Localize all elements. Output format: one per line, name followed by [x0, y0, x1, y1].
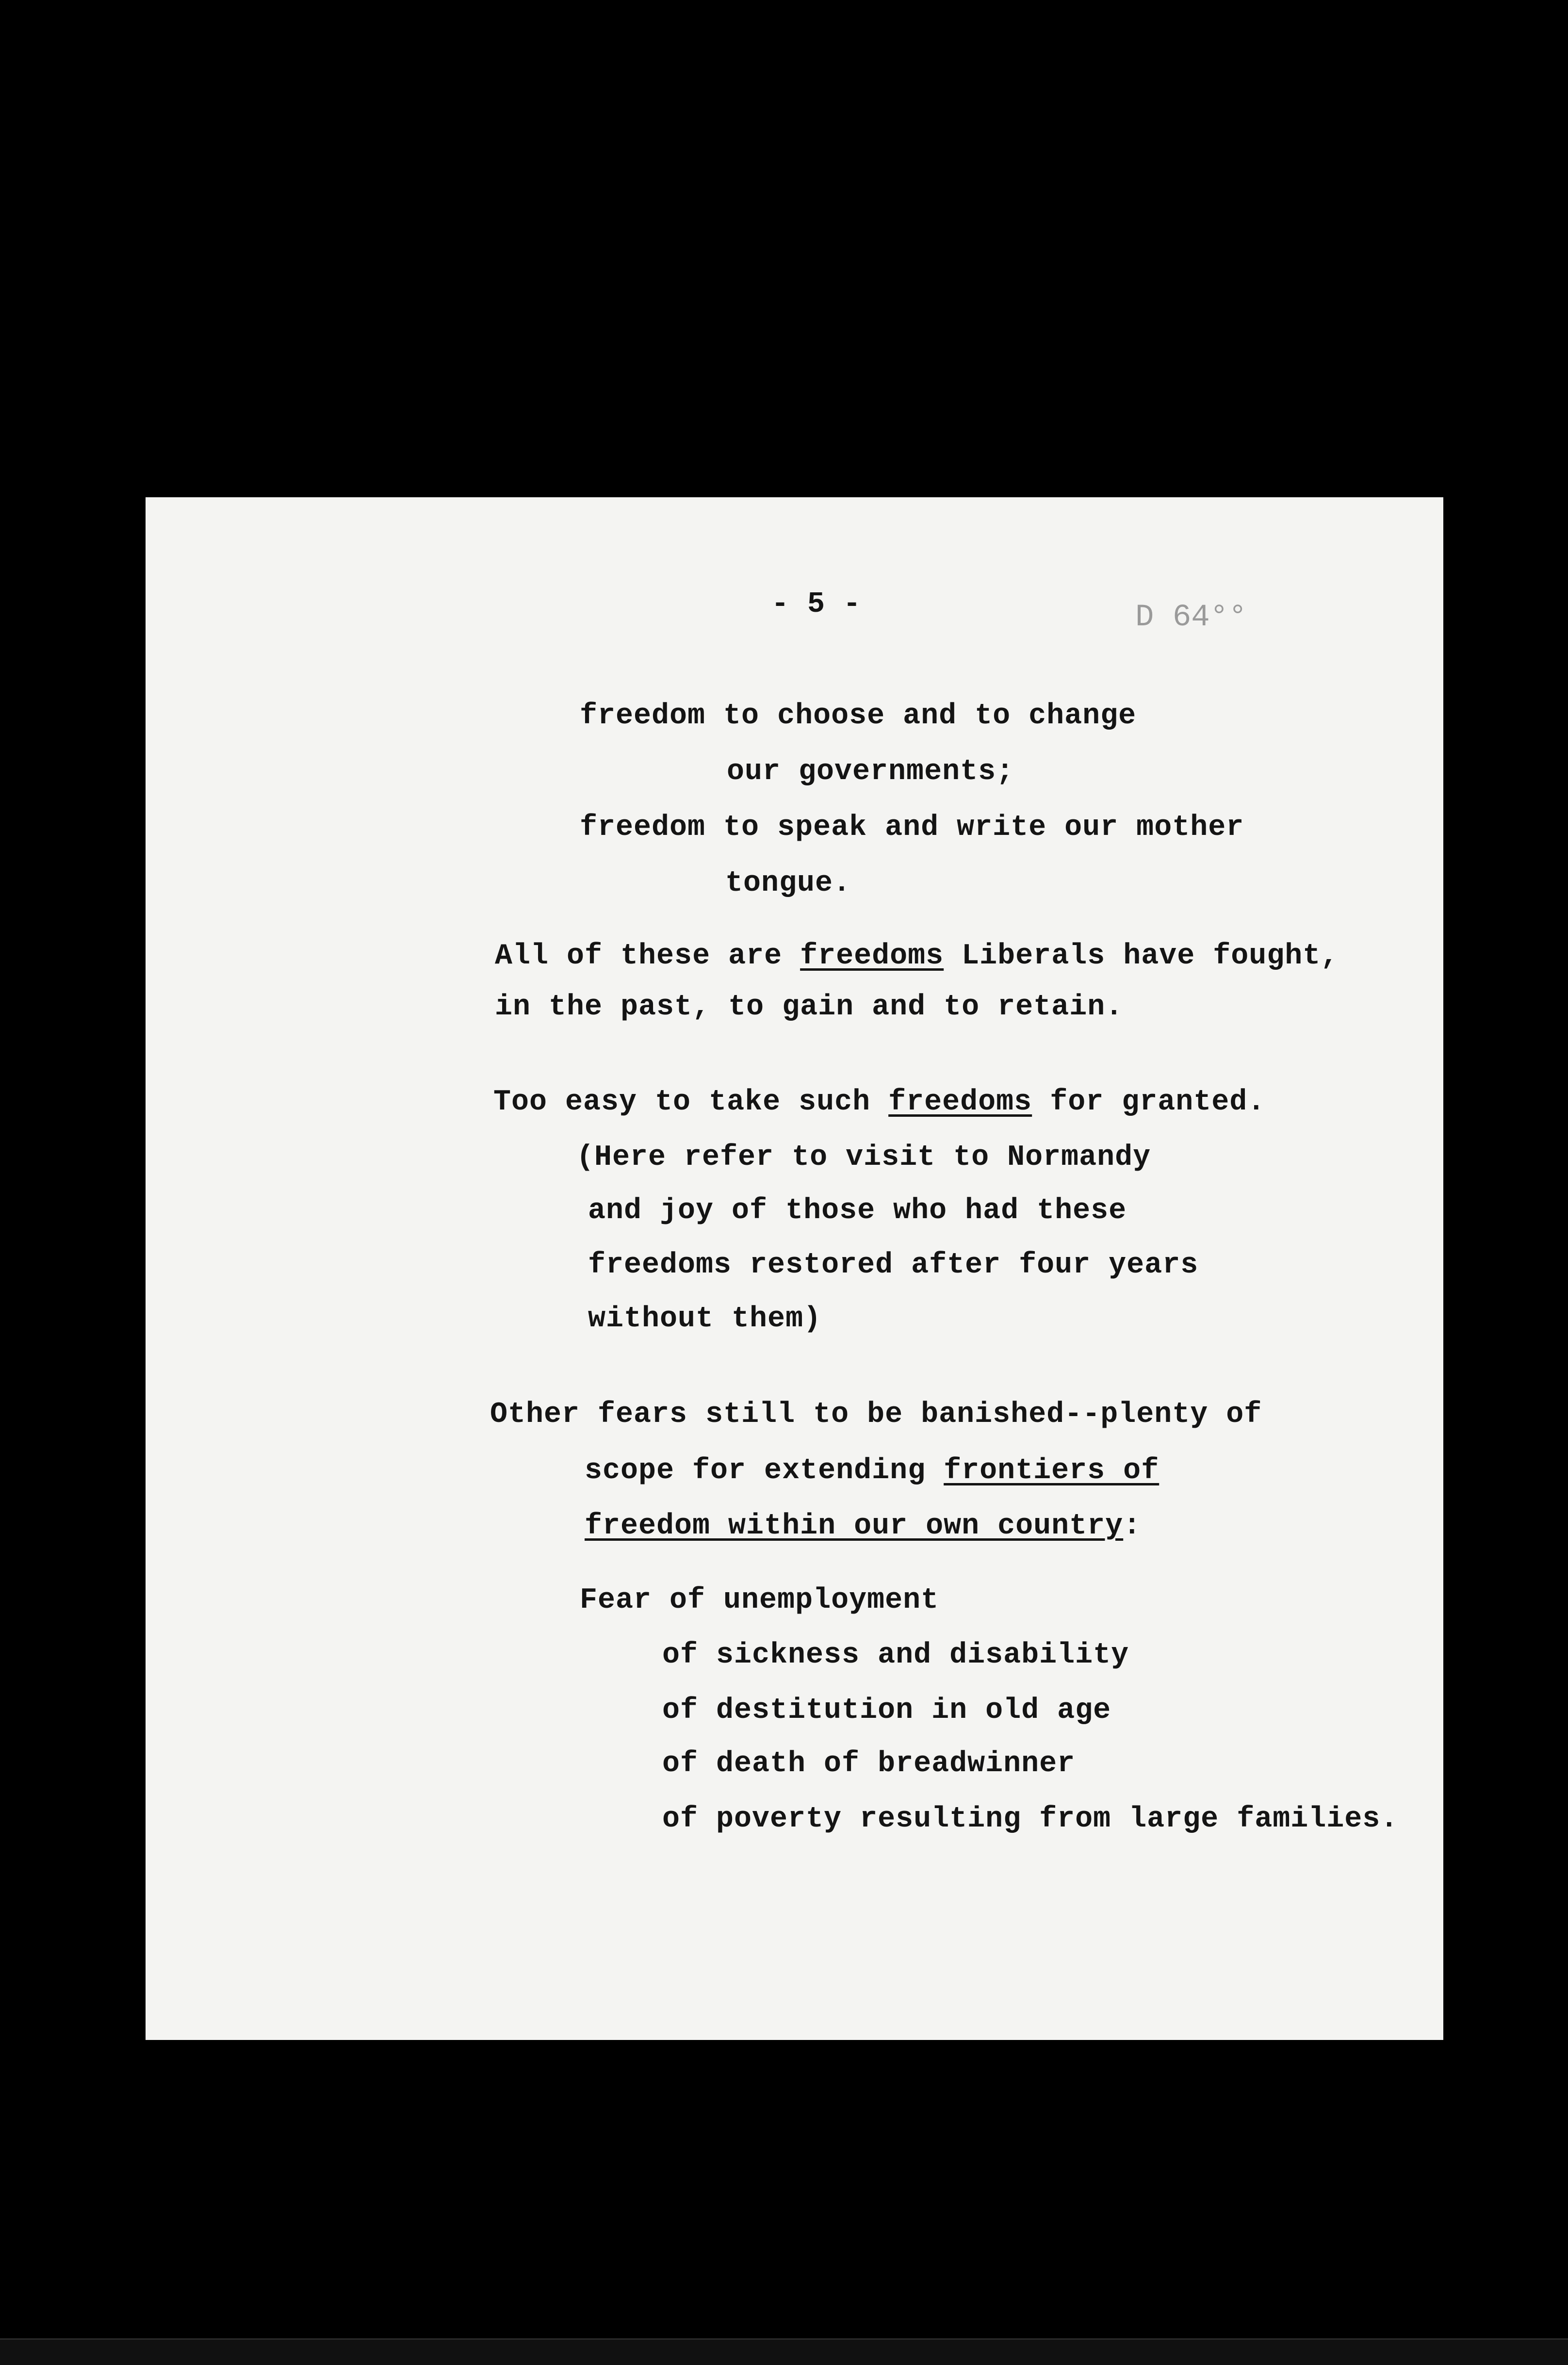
text-line: in the past, to gain and to retain.	[495, 991, 1124, 1024]
text-segment: Liberals have fought,	[944, 940, 1339, 973]
text-line: tongue.	[725, 867, 851, 900]
text-segment: All of these are	[495, 940, 800, 973]
text-line: of sickness and disability	[662, 1639, 1129, 1672]
text-line: freedom to speak and write our mother	[580, 811, 1244, 844]
text-line: of death of breadwinner	[662, 1747, 1076, 1780]
text-segment: scope for extending	[585, 1454, 944, 1487]
text-line: without them)	[588, 1303, 822, 1336]
text-line: freedoms restored after four years	[588, 1249, 1199, 1282]
text-segment: Too easy to take such	[493, 1086, 889, 1119]
text-line: Fear of unemployment	[580, 1584, 939, 1617]
text-line: of destitution in old age	[662, 1694, 1111, 1727]
text-line: our governments;	[727, 755, 1014, 788]
underlined-text: freedom within our own country	[585, 1510, 1124, 1543]
text-line: and joy of those who had these	[588, 1194, 1127, 1227]
film-border	[0, 2338, 1568, 2365]
underlined-text: frontiers of	[944, 1454, 1160, 1487]
page-number: - 5 -	[771, 588, 862, 621]
text-line	[585, 1509, 1141, 1544]
underlined-text: freedoms	[800, 940, 944, 973]
text-line	[585, 1453, 1159, 1488]
underlined-text: freedoms	[888, 1086, 1032, 1119]
text-line	[495, 939, 1339, 974]
text-segment: for granted.	[1032, 1086, 1266, 1119]
document-id-stamp: D 64°°	[1135, 600, 1247, 635]
text-line: of poverty resulting from large families.	[662, 1803, 1399, 1836]
text-line: freedom to choose and to change	[580, 700, 1137, 733]
text-line: (Here refer to visit to Normandy	[576, 1141, 1151, 1174]
text-line	[493, 1085, 1265, 1120]
text-line: Other fears still to be banished--plenty of	[490, 1398, 1262, 1431]
text-segment: :	[1123, 1510, 1142, 1543]
